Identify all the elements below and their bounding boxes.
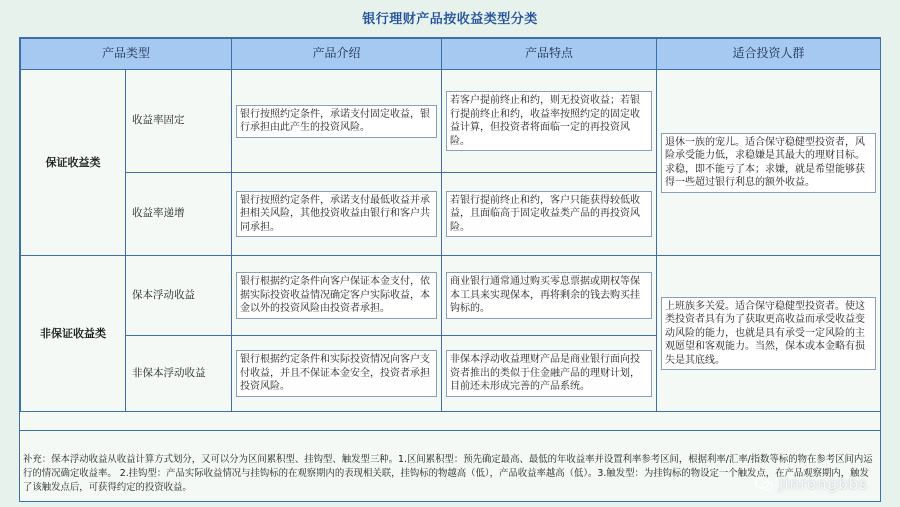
subtype-non-principal-protected: 非保本浮动收益 xyxy=(126,336,232,412)
header-target-investors: 适合投资人群 xyxy=(657,39,881,70)
chat-bubble-icon xyxy=(755,477,773,491)
category-guaranteed: 保证收益类 xyxy=(21,70,126,256)
feature-fixed-rate: 若客户提前终止和约，则无投资收益；若银行提前终止和约，收益率按照约定的固定收益计算，但投资者将面临一定的再投资风险。 xyxy=(446,91,652,151)
watermark xyxy=(755,475,868,493)
header-product-type: 产品类型 xyxy=(21,39,232,70)
audience-guaranteed: 退休一族的宠儿。适合保守稳健型投资者，风险承受能力低，求稳嫌是其最大的理财目标。求稳，即不能亏了本；求嫌，就是希望能够获得一些超过银行利息的额外收益。 xyxy=(661,133,876,193)
subtype-increasing-rate: 收益率递增 xyxy=(126,173,232,256)
page-title: 银行理财产品按收益类型分类 xyxy=(362,12,538,27)
subtype-fixed-rate: 收益率固定 xyxy=(126,70,232,173)
header-product-intro: 产品介绍 xyxy=(232,39,442,70)
intro-principal-protected: 银行根据约定条件向客户保证本金支付，依据实际投资收益情况确定客户实际收益，本金以外的投资风险由投资者承担。 xyxy=(236,272,437,319)
feature-principal-protected: 商业银行通常通过购买零息票据或期权等保本工具来实现保本，再将剩余的钱去购买挂钩标的。 xyxy=(446,272,652,319)
intro-fixed-rate: 银行按照约定条件，承诺支付固定收益，银行承担由此产生的投资风险。 xyxy=(236,105,437,138)
audience-non-guaranteed: 上班族多关爱。适合保守稳健型投资者。使这类投资者具有为了获取更高收益而承受收益变动风险的能力，也就是具有承受一定风险的主观愿望和客观能力。当然，保本或本金略有损失是其底线。 xyxy=(661,297,876,371)
watermark-text: Jinrongbbs xyxy=(779,475,868,493)
feature-non-principal-protected: 非保本浮动收益理财产品是商业银行面向投资者推出的类似于住金融产品的理财计划，目前还未形成完善的产品系统。 xyxy=(446,350,652,397)
subtype-principal-protected: 保本浮动收益 xyxy=(126,256,232,336)
intro-non-principal-protected: 银行根据约定条件和实际投资情况向客户支付收益，并且不保证本金安全，投资者承担投资风险。 xyxy=(236,350,437,397)
category-non-guaranteed: 非保证收益类 xyxy=(21,256,126,412)
classification-table-frame xyxy=(19,37,881,502)
intro-increasing-rate: 银行按照约定条件，承诺支付最低收益并承担相关风险，其他投资收益由银行和客户共同承担。 xyxy=(236,191,437,238)
table-row xyxy=(21,256,881,336)
table-row xyxy=(21,70,881,173)
header-product-feature: 产品特点 xyxy=(442,39,657,70)
feature-increasing-rate: 若银行提前终止和约，客户只能获得较低收益，且面临高于固定收益类产品的再投资风险。 xyxy=(446,191,652,238)
supplementary-note: 补充：保本浮动收益从收益计算方式划分，又可以分为区间累积型、挂钩型、触发型三种。1.区间累积型：预先确定最高、最低的年收益率并设置利率参考区间，根据利率/汇率/指数等标的物在参考区间内运行的情况确定收益率。 2.挂钩型：产品实际收益情况与挂钩标的在观察期内的表现相关联，挂钩标的物越高（低），产品收益率越高（低）。3.触发型：为挂钩标的物设定一个触发点，在产品观察期内，触发了该触发点后，可获得约定的投资收益。 xyxy=(20,430,880,501)
header-row xyxy=(21,39,881,70)
classification-table xyxy=(20,38,881,412)
